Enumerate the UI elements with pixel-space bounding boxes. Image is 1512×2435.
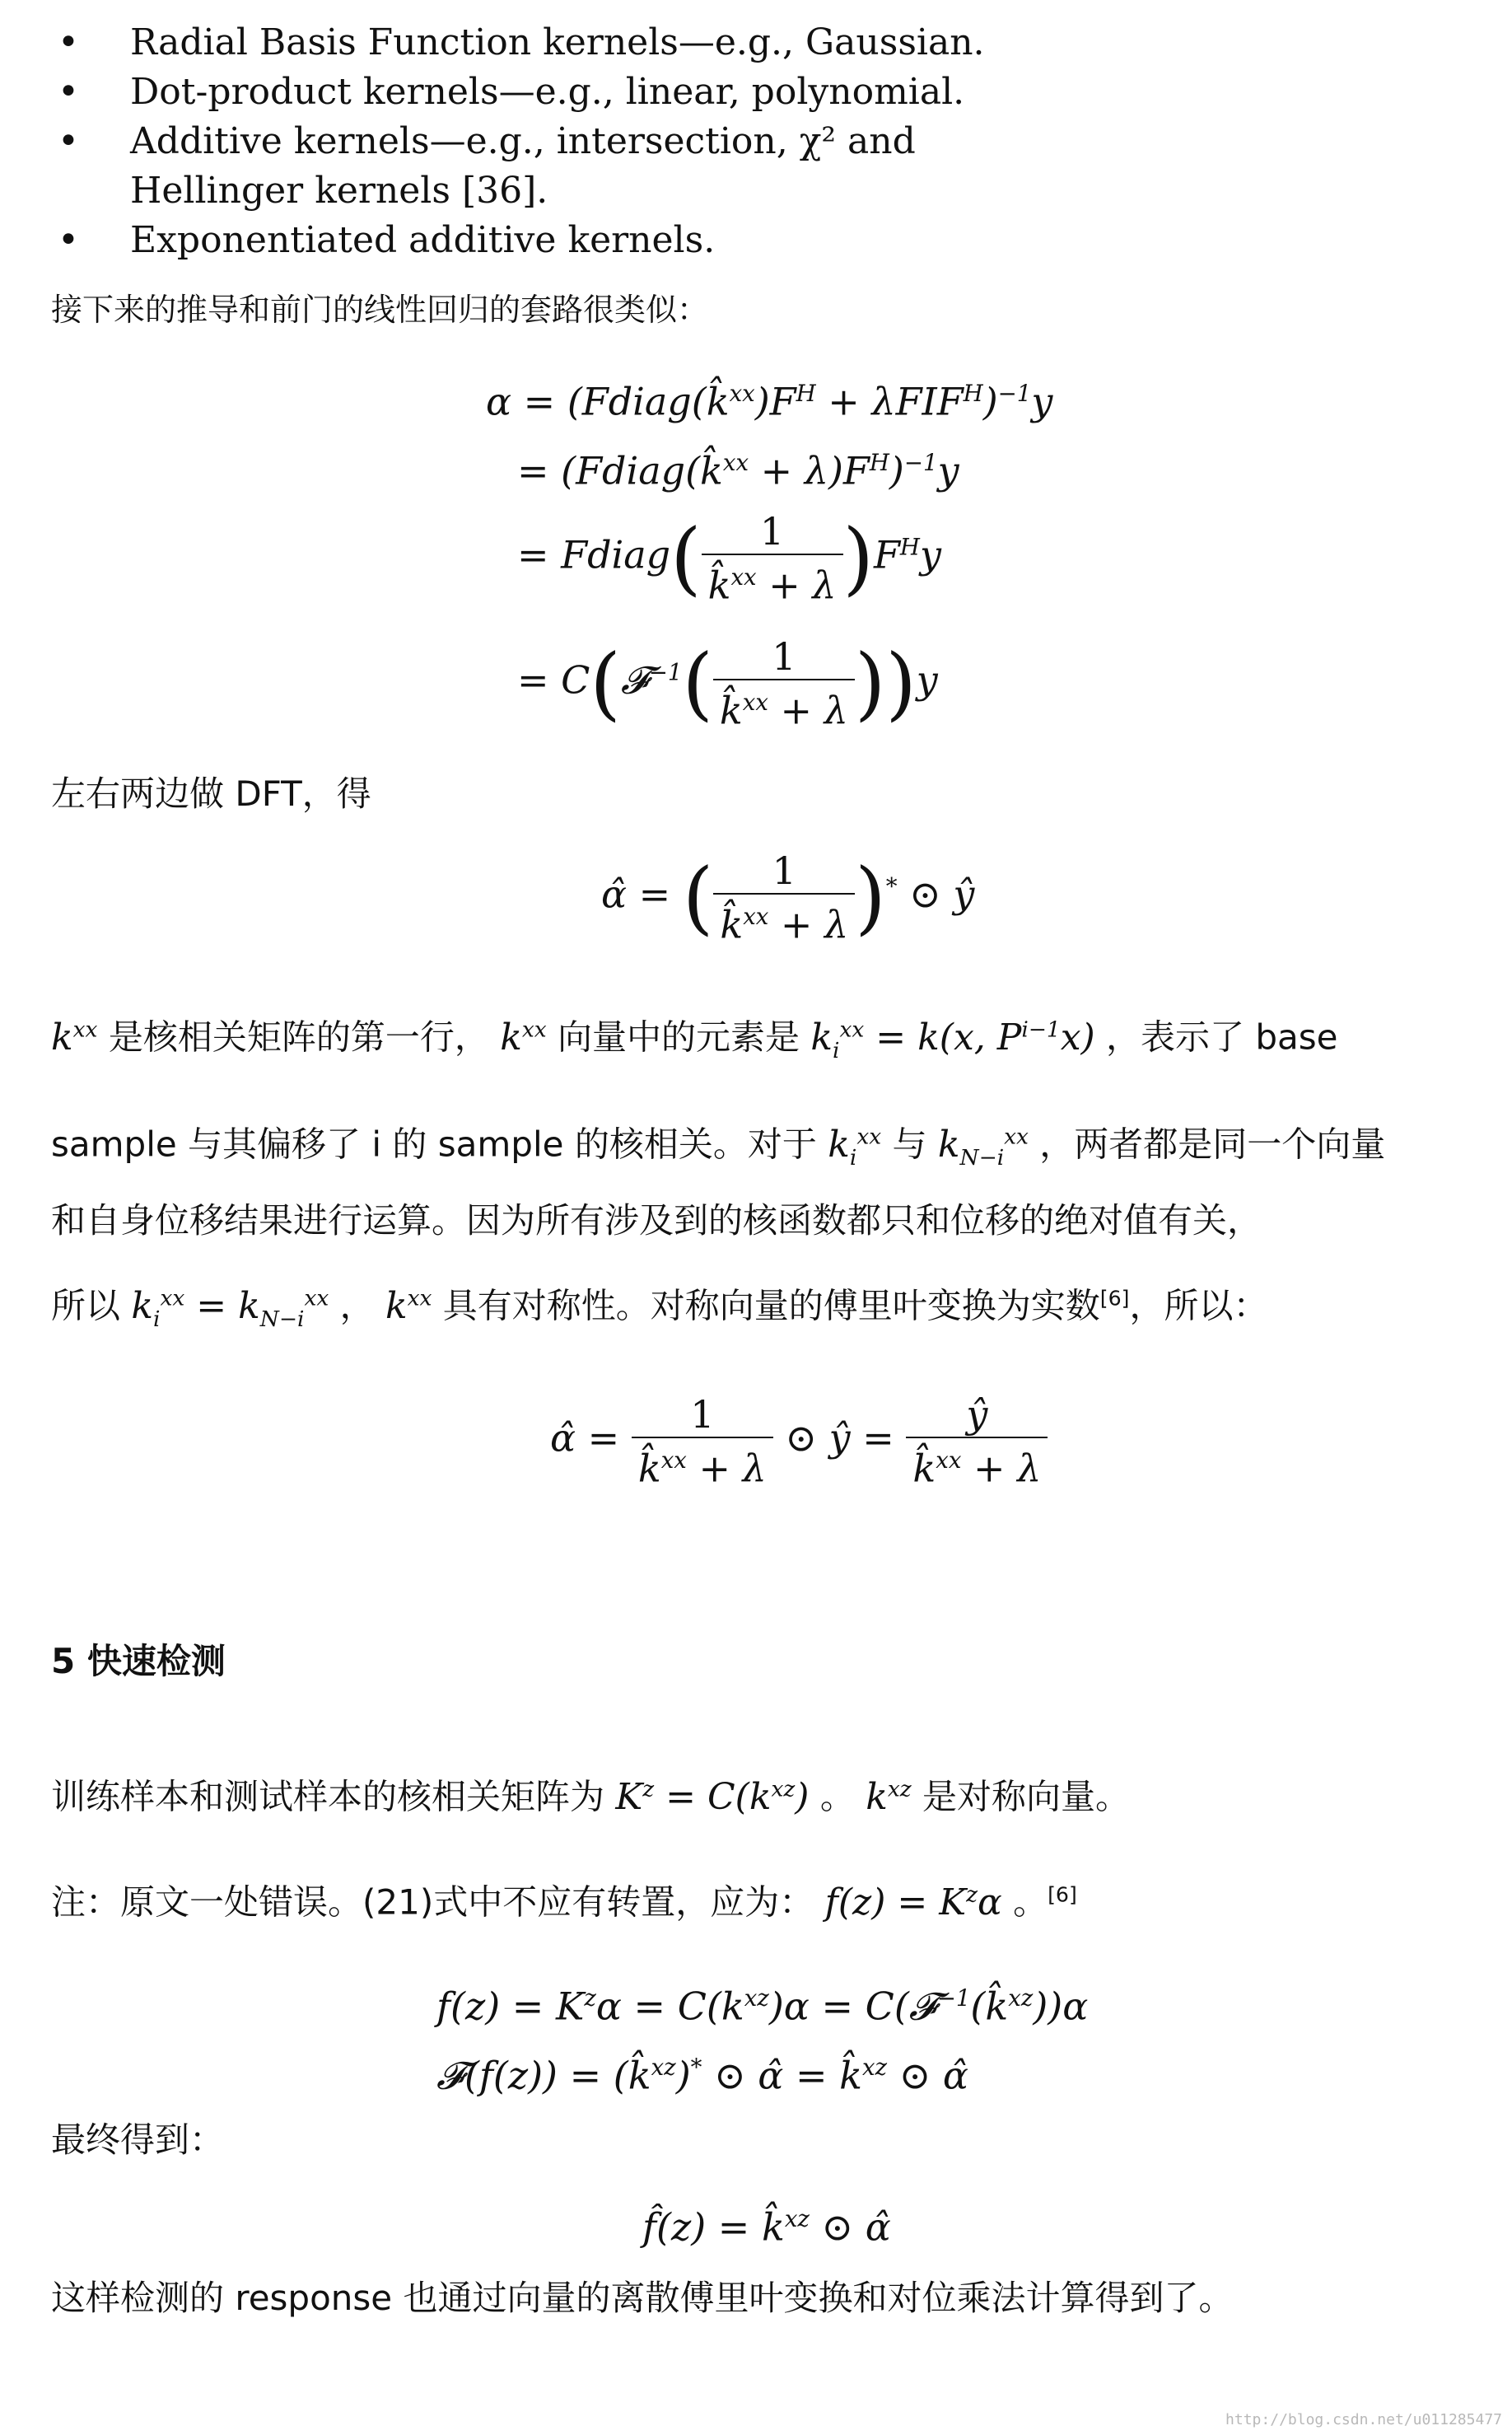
section-heading: 5 快速检测 [51,1641,226,1681]
kernel-paragraph-line2: sample 与其偏移了 i 的 sample 的核相关。对于 $k_i^{xx}$ 与 $k_{N-i}^{xx}$ ，两者都是同一个向量 [51,1123,1386,1171]
kernel-type-list [51,18,1122,265]
note-paragraph: 注：原文一处错误。(21)式中不应有转置，应为： $f(z) = K^z\alpha$ 。[6] [51,1881,1077,1923]
kernel-text: ，表示了 base [1106,1017,1338,1058]
equation-alpha-line2: = (Fdiag(k̂$^{xx}$ + $\lambda)F^H)^{-1}y$ [517,448,959,493]
kernel-text: 向量中的元素是 [558,1017,800,1058]
kernel-text: ，两者都是同一个向量 [1039,1124,1386,1165]
final-label: 最终得到： [51,2120,225,2160]
note-text: 。 [1013,1881,1048,1923]
blog-watermark: http://blog.csdn.net/u011285477 [1225,2411,1502,2428]
kernel-paragraph-line3: 和自身位移结果进行运算。因为所有涉及到的核函数都只和位移的绝对值有关， [51,1200,1262,1241]
list-item: • Radial Basis Function kernels—e.g., Gaussian. [51,18,1122,68]
equation-alpha-hat-conj: α̂ = ( $\frac{1}{k̂^{xx} + \lambda}$ )* ⊙ ŷ [601,848,975,947]
kernel-paragraph-line4: 所以 $k_i^{xx} = k_{N-i}^{xx}$ ， $k^{xx}$ 具有对称性。对称向量的傅里叶变换为实数[6]，所以： [51,1284,1268,1332]
dft-paragraph: 左右两边做 DFT，得 [51,773,371,814]
kernel-text: sample 与其偏移了 i 的 sample 的核相关。对于 [51,1124,817,1165]
intro-paragraph: 接下来的推导和前门的线性回归的套路很类似： [51,292,709,328]
list-item: • Dot-product kernels—e.g., linear, polynomial. [51,68,1122,117]
kernel-text: 所以 [51,1285,121,1326]
equation-fz-line1: $f(z) = K^z\alpha = C(k^{xz})\alpha$ = C(𝓕$^{-1}$(k̂$^{xz}$))α [436,1984,1089,2029]
equation-alpha-line3: = Fdiag( $\frac{1}{k̂^{xx} + \lambda}$ )$F^Hy$ [517,509,941,608]
kernel-paragraph-line1: $k^{xx}$ 是核相关矩阵的第一行， $k^{xx}$ 向量中的元素是 $k_i^{xx} = k(x$, $P^{i-1}x$) ，表示了 base [51,1016,1338,1063]
list-item: • Exponentiated additive kernels. [51,216,1122,265]
kernel-text: 与 [892,1124,927,1165]
equation-alpha-hat-final: α̂ = $\frac{1}{k̂^{xx} + \lambda}$ ⊙ ŷ = $\frac{ŷ}{k̂^{xx} + \lambda}$ [550,1392,1048,1490]
equation-alpha-line4: = C(𝓕$^{-1}$( $\frac{1}{k̂^{xx} + \lambda}$ ))y [517,634,938,733]
kernel-text: 是核相关矩阵的第一行， [108,1017,489,1058]
equation-alpha-line1: $\alpha = (Fdiag(k̂^{xx})F^H + \lambda FIF^H)^{-1}y$ [486,379,1053,424]
detect-text: 是对称向量。 [922,1776,1131,1817]
note-text: 注：原文一处错误。(21)式中不应有转置，应为： [51,1881,814,1923]
equation-fhat: f̂(z) = k̂$^{xz}$ ⊙ α̂ [642,2204,891,2250]
list-item: • Additive kernels—e.g., intersection, χ² and Hellinger kernels [36]. [51,117,1052,216]
detect-text: 。 [819,1776,855,1817]
kernel-text: ，所以： [1129,1285,1268,1326]
equation-fz-line2: 𝓕(f(z)) = (k̂$^{xz}$)* ⊙ α̂ = k̂$^{xz}$ ⊙ α̂ [436,2053,968,2098]
detect-text: 训练样本和测试样本的核相关矩阵为 [51,1776,605,1817]
kernel-text: ， [339,1285,375,1326]
closing-paragraph: 这样检测的 response 也通过向量的离散傅里叶变换和对位乘法计算得到了。 [51,2278,1234,2318]
detect-paragraph: 训练样本和测试样本的核相关矩阵为 $K^z = C(k^{xz})$ 。 $k^{xz}$ 是对称向量。 [51,1775,1131,1818]
kernel-text: 具有对称性。对称向量的傅里叶变换为实数 [442,1285,1100,1326]
citation-ref: [6] [1048,1882,1077,1907]
citation-ref: [6] [1099,1286,1130,1311]
